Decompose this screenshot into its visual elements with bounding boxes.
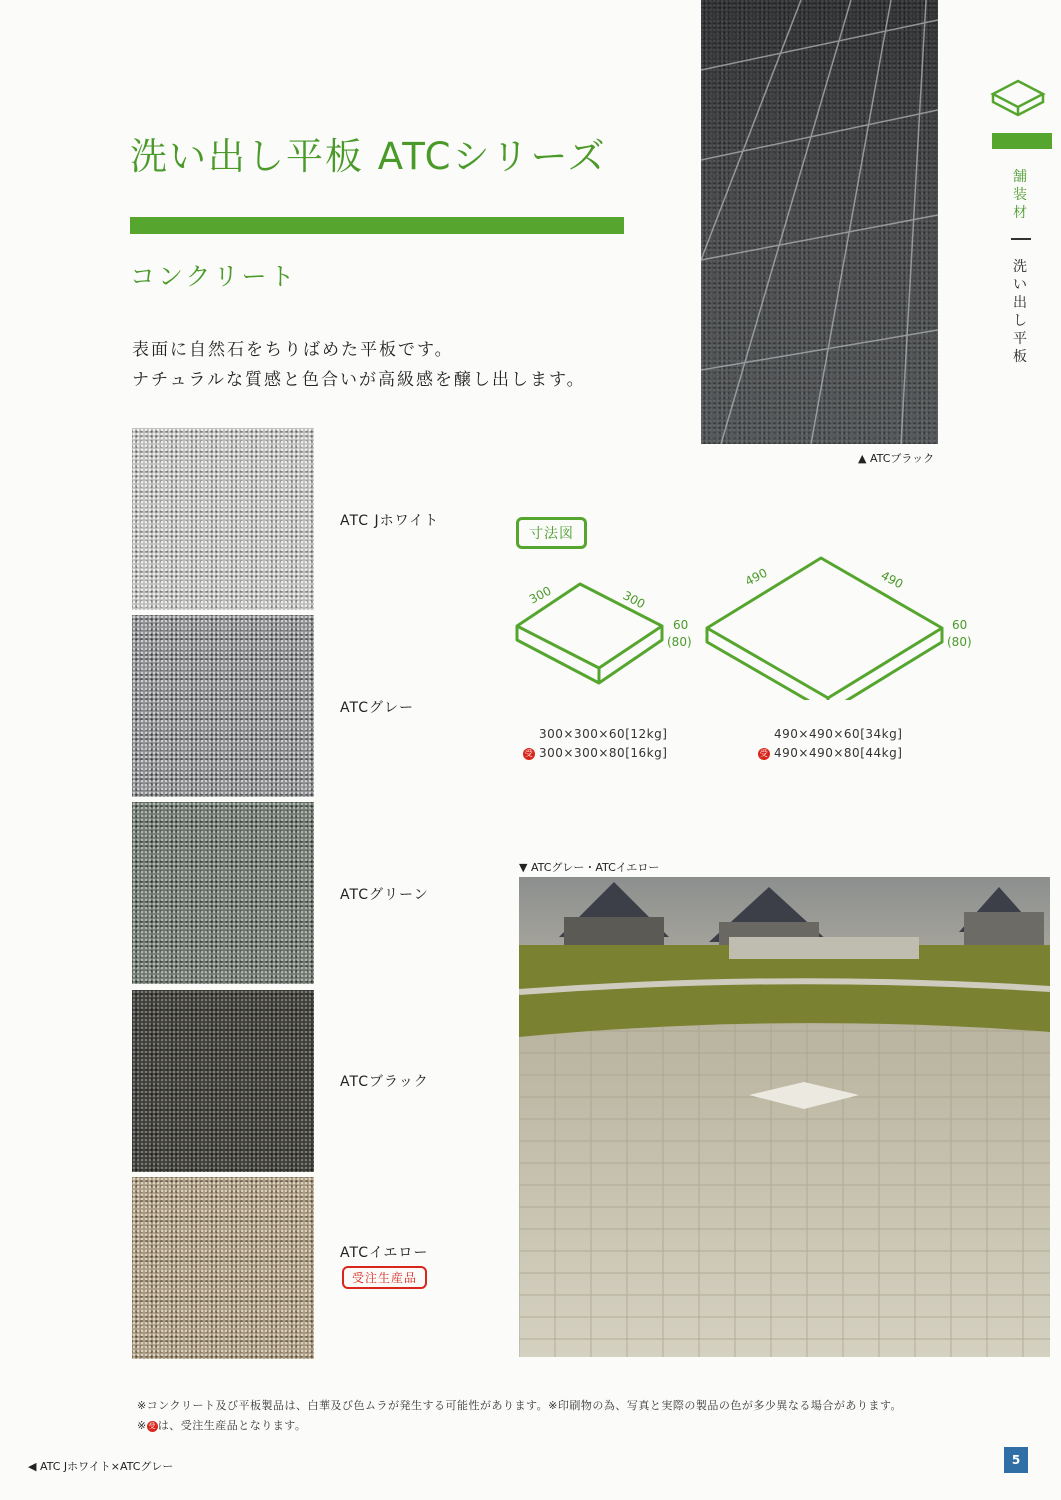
swatch-label-atc-j-white: ATC Jホワイト	[340, 513, 440, 529]
small-tile-width: 300	[526, 583, 554, 607]
large-tile-sides	[707, 628, 942, 700]
paving-tile-icon	[990, 78, 1046, 126]
spec-large-60: 490×490×60[34kg]	[774, 727, 903, 741]
large-tile-height: 60	[952, 618, 968, 632]
swatch-atc-green	[132, 802, 314, 984]
description-line-2: ナチュラルな質感と色合いが高級感を醸し出します。	[132, 370, 586, 390]
large-tile-top-face	[707, 558, 942, 698]
swatch-atc-yellow	[132, 1177, 314, 1359]
description-line-1: 表面に自然石をちりばめた平板です。	[132, 340, 454, 360]
page-title: 洗い出し平板 ATCシリーズ	[130, 135, 607, 178]
side-tab-bar	[992, 133, 1052, 149]
disclaimer-note: ※コンクリート及び平板製品は、白華及び色ムラが発生する可能性があります。※印刷物の為、写真と実際の製品の色が多少異なる場合があります。	[137, 1399, 902, 1412]
side-category-label: 舗 装 材	[1013, 169, 1027, 221]
plaza-paving-photo	[519, 877, 1050, 1357]
bottom-photo-caption: ▼ ATCグレー・ATCイエロー	[519, 861, 660, 874]
material-subtitle: コンクリート	[130, 262, 298, 291]
large-tile-depth: 490	[878, 568, 906, 592]
order-mark-icon: 受	[524, 748, 534, 758]
top-photo-caption: ▲ ATCブラック	[858, 452, 935, 465]
page-number: 5	[1004, 1447, 1028, 1473]
small-tile-height-alt: (80)	[667, 635, 692, 649]
large-tile-width: 490	[742, 565, 770, 589]
atc-black-paving-photo	[701, 0, 938, 444]
swatch-atc-j-white	[132, 428, 314, 610]
order-mark-note: ※ 受 は、受注生産品となります。	[137, 1419, 307, 1432]
swatch-label-atc-black: ATCブラック	[340, 1074, 429, 1090]
order-mark-icon: 受	[759, 748, 769, 758]
swatch-atc-gray	[132, 615, 314, 797]
footer-caption: ◀ ATC Jホワイト×ATCグレー	[28, 1460, 174, 1473]
spec-small-80: 受 300×300×80[16kg]	[524, 746, 668, 760]
spec-large-80: 受 490×490×80[44kg]	[759, 746, 903, 760]
small-tile-depth: 300	[620, 588, 648, 612]
swatch-label-atc-yellow: ATCイエロー	[340, 1245, 429, 1261]
product-description	[132, 335, 586, 395]
dimension-diagram-heading: 寸法図	[516, 517, 587, 549]
small-tile-sides	[517, 626, 662, 683]
spec-small-60: 300×300×60[12kg]	[539, 727, 668, 741]
made-to-order-badge: 受注生産品	[342, 1266, 427, 1289]
side-subcategory-label: 洗 い 出 し 平 板	[1013, 259, 1027, 365]
title-underline-bar	[130, 217, 624, 234]
dimension-diagram	[500, 550, 980, 700]
swatch-atc-black	[132, 990, 314, 1172]
paving-joint-lines	[701, 0, 938, 444]
large-tile-height-alt: (80)	[947, 635, 972, 649]
order-mark-icon: 受	[148, 1421, 156, 1430]
small-tile-height: 60	[673, 618, 689, 632]
swatch-label-atc-gray: ATCグレー	[340, 700, 414, 716]
swatch-label-atc-green: ATCグリーン	[340, 887, 429, 903]
side-divider	[1011, 238, 1031, 240]
